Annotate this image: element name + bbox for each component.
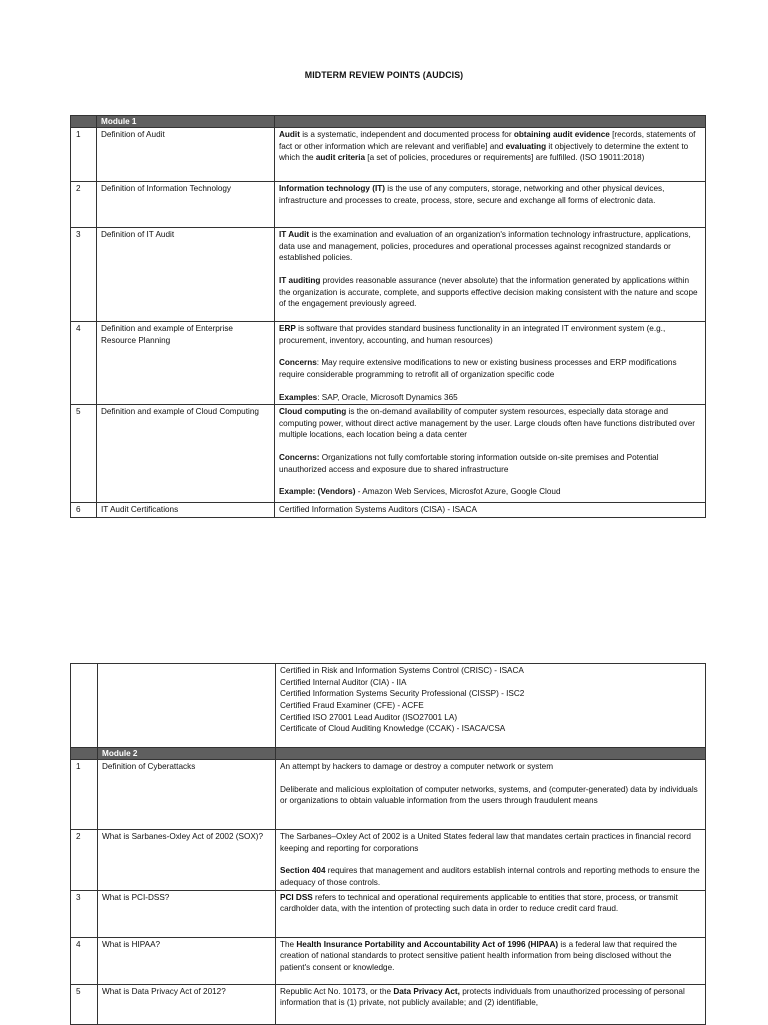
row-number: 3 (71, 890, 98, 937)
row-topic: What is PCI-DSS? (98, 890, 276, 937)
row-number: 2 (71, 830, 98, 891)
text-run: is the on-demand availability of computer system resources, especially data storage and computing power, without direct active management by the user. Large clouds often have functions distributed over multiple locations, each location being a data center (279, 407, 695, 440)
module-header-label: Module 1 (97, 116, 275, 128)
row-number: 2 (71, 182, 97, 228)
text-run: is a systematic, independent and documented process for (299, 130, 514, 139)
module-header-row (71, 116, 706, 128)
paragraph-gap (280, 773, 701, 784)
text-run: is the use of any computers, storage, networking and other physical devices, infrastructure and processes to create, process, store, secure and exchange all forms of electronic data. (279, 184, 665, 205)
row-number-blank (71, 664, 98, 748)
text-run: Organizations not fully comfortable storing information outside on-site premises and Potential unauthorized access and exposure due to shared infrastructure (279, 453, 659, 474)
row-number: 6 (71, 503, 97, 518)
paragraph (279, 392, 701, 404)
paragraph-gap (279, 441, 701, 452)
paragraph (279, 323, 701, 346)
text-run: The Sarbanes–Oxley Act of 2002 is a United States federal law that mandates certain practices in financial record keeping and reporting for corporations (280, 832, 691, 853)
row-description (276, 984, 706, 1024)
table-row (71, 405, 706, 503)
certification-item: Certified Internal Auditor (CIA) - IIA (280, 677, 407, 687)
paragraph (279, 129, 701, 164)
table-row (71, 937, 706, 984)
row-description (275, 228, 706, 322)
row-description (276, 760, 706, 830)
row-description (276, 937, 706, 984)
paragraph (279, 183, 701, 206)
bold-text: audit criteria (315, 153, 366, 163)
table-row (71, 322, 706, 405)
bold-text: IT Audit (279, 230, 310, 239)
paragraph-gap (279, 264, 701, 275)
row-topic: Definition of IT Audit (97, 228, 275, 322)
certification-item: Certified Fraud Examiner (CFE) - ACFE (280, 700, 424, 710)
certification-item: Certified ISO 27001 Lead Auditor (ISO27001 LA) (280, 712, 458, 722)
table-row (71, 128, 706, 182)
bold-text: Concerns (279, 358, 317, 368)
paragraph (279, 406, 701, 441)
paragraph (280, 892, 701, 915)
text-run: is the examination and evaluation of an organization's information technology infrastructure, applications, data use and management, policies, procedures and operational processes against recognized standards or established policies. (279, 230, 691, 263)
row-topic: Definition of Cyberattacks (98, 760, 276, 830)
table-row (71, 890, 706, 937)
paragraph (280, 761, 701, 773)
paragraph (279, 452, 701, 475)
row-topic: Definition and example of Cloud Computing (97, 405, 275, 503)
text-run: requires that management and auditors establish internal controls and reporting methods to ensure the adequacy of those controls. (280, 866, 700, 887)
paragraph (279, 486, 701, 498)
row-number: 1 (71, 128, 97, 182)
paragraph (279, 275, 701, 310)
row-number: 1 (71, 760, 98, 830)
text-run: : May require extensive modifications to new or existing business processes and ERP modifications require considerable programming to retrofit all of organization specific code (279, 358, 677, 379)
text-run: Republic Act No. 10173, or the (280, 986, 394, 996)
text-run: - Amazon Web Services, Microsfot Azure, Google Cloud (355, 487, 561, 497)
module-header-blank (275, 116, 706, 128)
module-2-table (70, 663, 706, 1025)
paragraph (280, 784, 701, 807)
paragraph-gap (280, 854, 701, 865)
row-description (275, 128, 706, 182)
bold-text: IT auditing (279, 275, 321, 285)
text-run: provides reasonable assurance (never absolute) that the information generated by applications within the organization is accurate, complete, and supports effective decision making consistent with the nature and scope of the engagement previously agreed. (279, 275, 698, 309)
paragraph (280, 939, 701, 974)
certification-item: Certified Information Systems Security Professional (CISSP) - ISC2 (280, 689, 525, 699)
table-row (71, 984, 706, 1024)
paragraph (280, 865, 701, 888)
text-run: An attempt by hackers to damage or destroy a computer network or system (280, 762, 554, 771)
row-description (275, 322, 706, 405)
document-title: MIDTERM REVIEW POINTS (AUDCIS) (304, 70, 464, 80)
bold-text: Concerns: (279, 453, 320, 463)
bold-text: PCI DSS (280, 892, 313, 902)
row-number: 4 (71, 937, 98, 984)
row-description (275, 182, 706, 228)
paragraph (279, 504, 701, 516)
text-run: The (280, 939, 297, 949)
table-row (71, 760, 706, 830)
text-run: Deliberate and malicious exploitation of computer networks, systems, and (computer-generated) data by individuals or organizations to obtain valuable information from the users through fraudulent means (280, 784, 698, 806)
table-row (71, 830, 706, 891)
module-1-table (70, 115, 706, 518)
text-run: protects individuals from unauthorized processing of personal information that is (1) private, not publicly available; and (2) identifiable, (280, 986, 685, 1008)
bold-text: evaluating (505, 141, 547, 151)
certification-item: Certified in Risk and Information Systems Control (CRISC) - ISACA (280, 666, 524, 675)
paragraph-gap (279, 381, 701, 392)
text-run: [records, statements of fact or other information which are relevant and verifiable] and (279, 130, 696, 151)
paragraph-gap (279, 475, 701, 486)
table-row (71, 503, 706, 518)
bold-text: Audit (279, 130, 300, 139)
row-description (275, 503, 706, 518)
paragraph-gap (279, 346, 701, 357)
row-topic: What is Data Privacy Act of 2012? (98, 984, 276, 1024)
row-topic: What is Sarbanes-Oxley Act of 2002 (SOX)? (98, 830, 276, 891)
module-header-blank (71, 748, 98, 760)
table-row (71, 228, 706, 322)
module-header-blank (71, 116, 97, 128)
module-header-blank (276, 748, 706, 760)
row-description (276, 890, 706, 937)
text-run: : SAP, Oracle, Microsoft Dynamics 365 (317, 392, 458, 402)
text-run: is software that provides standard business functionality in an integrated IT environment system (e.g., procurement, inventory, accounting, and human resources) (279, 324, 666, 345)
certification-item: Certificate of Cloud Auditing Knowledge (CCAK) - ISACA/CSA (280, 724, 506, 734)
text-run: [a set of policies, procedures or requirements] are fulfilled. (ISO 19011:2018) (365, 153, 645, 163)
row-number: 4 (71, 322, 97, 405)
text-run: refers to technical and operational requirements applicable to entities that store, process, or transmit cardholder data, with the intention of protecting such data in order to reduce credit card fraud. (280, 892, 678, 914)
row-description (276, 830, 706, 891)
bold-text: Cloud computing (279, 407, 347, 417)
bold-text: Example: (Vendors) (279, 487, 356, 497)
bold-text: Section 404 (280, 866, 326, 876)
module-header-label: Module 2 (98, 748, 276, 760)
module-header-row (71, 748, 706, 760)
text-run: it objectively to determine the extent to which the (279, 141, 689, 163)
paragraph (280, 986, 701, 1009)
certifications-list (276, 664, 706, 748)
bold-text: Health Insurance Portability and Accountability Act of 1996 (HIPAA) (296, 939, 559, 949)
text-run: Certified Information Systems Auditors (CISA) - ISACA (279, 505, 477, 515)
row-number: 3 (71, 228, 97, 322)
paragraph (280, 831, 701, 854)
paragraph (279, 357, 701, 380)
continuation-row (71, 664, 706, 748)
row-description (275, 405, 706, 503)
bold-text: Data Privacy Act, (393, 986, 460, 996)
row-topic: Definition of Information Technology (97, 182, 275, 228)
bold-text: Information technology (IT) (279, 184, 385, 193)
bold-text: obtaining audit evidence (513, 130, 610, 139)
row-topic: Definition of Audit (97, 128, 275, 182)
row-topic: Definition and example of Enterprise Resource Planning (97, 322, 275, 405)
row-number: 5 (71, 405, 97, 503)
row-topic: IT Audit Certifications (97, 503, 275, 518)
bold-text: Examples (279, 392, 318, 402)
row-topic-blank (98, 664, 276, 748)
row-topic: What is HIPAA? (98, 937, 276, 984)
text-run: is a federal law that required the creation of national standards to protect sensitive patient health information from being disclosed without the patient's consent or knowledge. (280, 939, 677, 972)
paragraph (279, 229, 701, 264)
bold-text: ERP (279, 324, 296, 333)
row-number: 5 (71, 984, 98, 1024)
table-row (71, 182, 706, 228)
